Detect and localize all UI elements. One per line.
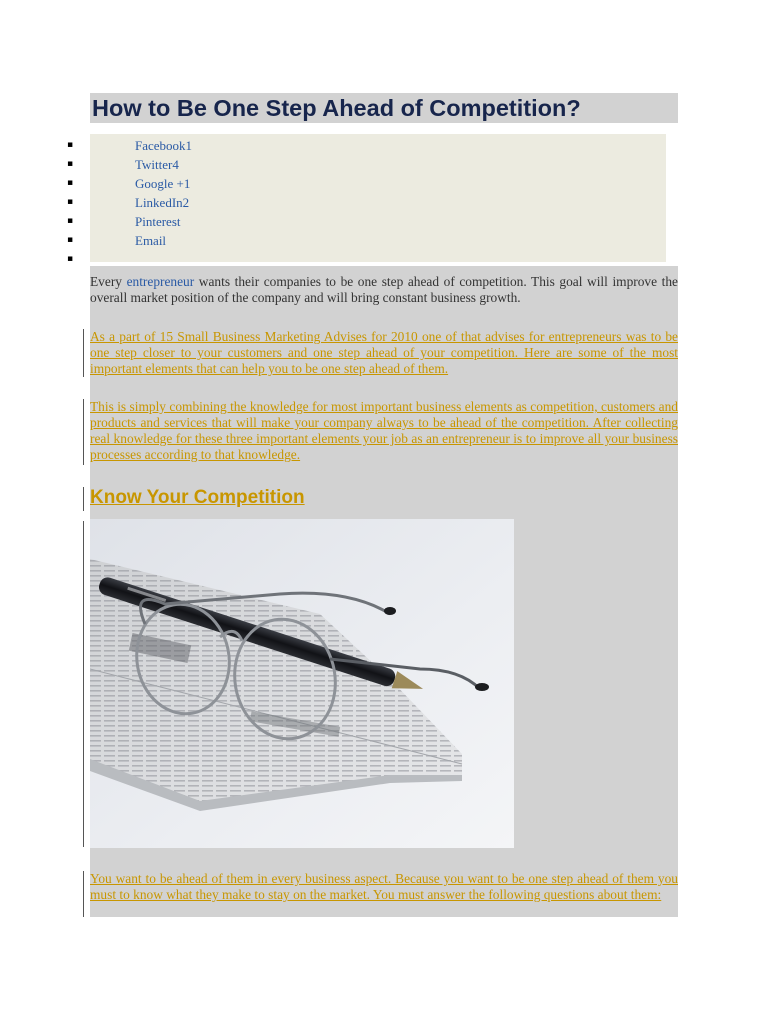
quote-bar [83, 399, 84, 465]
entrepreneur-link[interactable]: entrepreneur [126, 274, 195, 289]
quote-bar [83, 871, 84, 917]
paragraph-3-link[interactable]: You want to be ahead of them in every business aspect. Because you want to be one step ahead of them you must to know what they make to stay on the market. You must answer the following questions about them: [90, 871, 678, 902]
share-list [0, 136, 700, 269]
intro-text-before: Every [90, 274, 127, 289]
pinterest-share-link[interactable]: Pinterest [135, 214, 181, 229]
quote-bar [83, 329, 84, 377]
bullet-icon: ▪ [67, 159, 74, 169]
intro-text-after: wants their companies to be one step ahead of competition. This goal will improve the overall market position of the company and will bring constant business growth. [90, 274, 678, 305]
section-heading-know-your-competition[interactable]: Know Your Competition [90, 487, 305, 508]
glasses-on-newspaper-image [90, 519, 514, 848]
quote-bar [83, 521, 84, 847]
bullet-icon: ▪ [67, 140, 74, 150]
paragraph-1 [90, 329, 678, 377]
share-item-email [0, 231, 700, 250]
bullet-icon: ▪ [67, 254, 74, 264]
linkedin-share-link[interactable]: LinkedIn2 [135, 195, 190, 210]
paragraph-3 [90, 871, 678, 903]
page-title: How to Be One Step Ahead of Competition? [92, 95, 581, 121]
share-item-facebook [0, 136, 700, 155]
bullet-icon: ▪ [67, 235, 74, 245]
email-share-link[interactable]: Email [135, 233, 167, 248]
twitter-share-link[interactable]: Twitter4 [135, 157, 179, 172]
share-item-google-plus [0, 174, 700, 193]
share-item-pinterest [0, 212, 700, 231]
intro-paragraph [90, 274, 678, 306]
quote-bar [83, 487, 84, 511]
share-item-twitter [0, 155, 700, 174]
bullet-icon: ▪ [67, 216, 74, 226]
bullet-icon: ▪ [67, 197, 74, 207]
paragraph-2-link[interactable]: This is simply combining the knowledge for most important business elements as competition, customers and products and services that will make your company always to be ahead of the competition. After collecting real knowledge for these three important elements your job as an entrepreneur is to improve all your business processes according to that knowledge. [90, 399, 678, 462]
paragraph-1-link[interactable]: As a part of 15 Small Business Marketing Advises for 2010 one of that advises for entrepreneurs was to be one step closer to your customers and one step ahead of your competition. Here are some of the most important elements that can help you to be one step ahead of them. [90, 329, 678, 376]
paragraph-2 [90, 399, 678, 463]
title-bar [90, 93, 678, 123]
google-plus-share-link[interactable]: Google +1 [135, 176, 191, 191]
share-item-linkedin [0, 193, 700, 212]
facebook-share-link[interactable]: Facebook1 [135, 138, 193, 153]
bullet-icon: ▪ [67, 178, 74, 188]
